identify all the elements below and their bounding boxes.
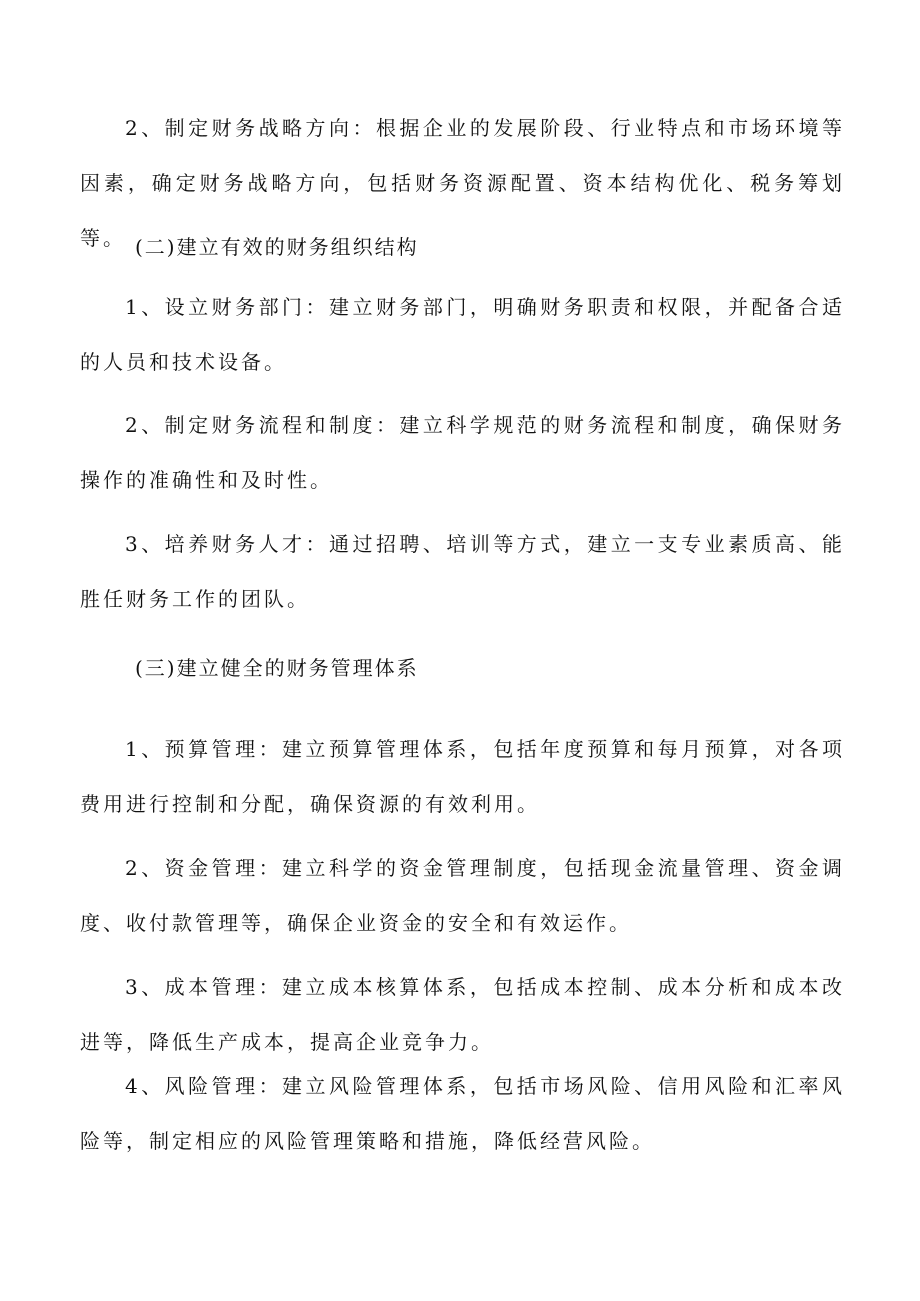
section-heading-organization: (二)建立有效的财务组织结构 (135, 235, 419, 259)
list-item-finance-department: 1、设立财务部门：建立财务部门，明确财务职责和权限，并配备合适的人员和技术设备。 (80, 295, 845, 374)
section-heading-management-system: (三)建立健全的财务管理体系 (135, 656, 419, 680)
list-item-cost-management: 3、成本管理：建立成本核算体系，包括成本控制、成本分析和成本改进等，降低生产成本，提高企业竞争力。 (80, 975, 845, 1054)
paragraph-financial-strategy: 2、制定财务战略方向：根据企业的发展阶段、行业特点和市场环境等因素，确定财务战略方向，包括财务资源配置、资本结构优化、税务筹划等。 (80, 116, 845, 250)
list-item-budget-management: 1、预算管理：建立预算管理体系，包括年度预算和每月预算，对各项费用进行控制和分配，确保资源的有效利用。 (80, 737, 845, 816)
list-item-fund-management: 2、资金管理：建立科学的资金管理制度，包括现金流量管理、资金调度、收付款管理等，确保企业资金的安全和有效运作。 (80, 856, 845, 935)
list-item-finance-process: 2、制定财务流程和制度：建立科学规范的财务流程和制度，确保财务操作的准确性和及时性。 (80, 413, 845, 492)
list-item-finance-talent: 3、培养财务人才：通过招聘、培训等方式，建立一支专业素质高、能胜任财务工作的团队。 (80, 532, 845, 611)
list-item-risk-management: 4、风险管理：建立风险管理体系，包括市场风险、信用风险和汇率风险等，制定相应的风险管理策略和措施，降低经营风险。 (80, 1074, 845, 1153)
